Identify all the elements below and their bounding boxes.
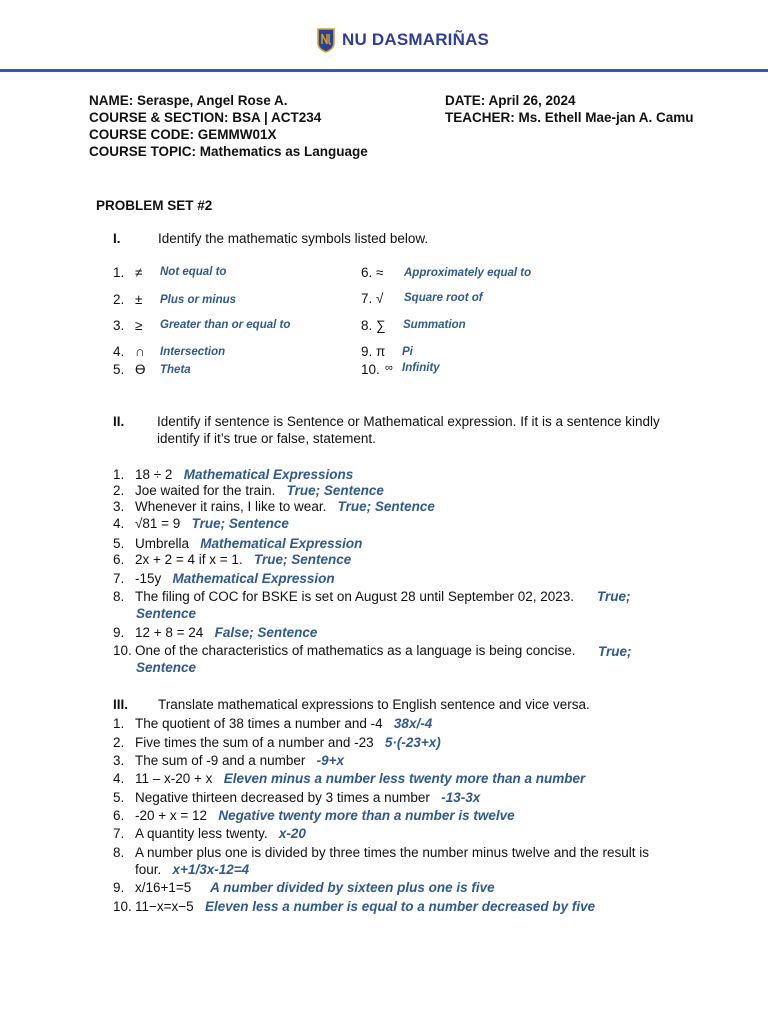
list-item <box>113 643 575 658</box>
s2-item-text: 2x + 2 = 4 if x = 1. <box>135 552 243 567</box>
list-item <box>113 808 515 823</box>
s1-item-symbol: ≈ <box>376 265 384 280</box>
s1-item-answer: Plus or minus <box>160 294 237 306</box>
s3-item-answer: Negative twenty more than a number is twelve <box>218 808 515 823</box>
s3-item-answer: x-20 <box>278 826 306 841</box>
section1-numeral: I. <box>113 231 121 246</box>
teacher: TEACHER: Ms. Ethell Mae-jan A. Camu <box>445 110 694 125</box>
s1-item-answer: Pi <box>402 346 413 358</box>
s1-item-num: 3. <box>113 318 125 333</box>
s2-item-num: 7. <box>113 571 125 586</box>
s1-item-num: 1. <box>113 265 125 280</box>
s1-item-answer: Infinity <box>402 362 440 374</box>
s2-item-answer: False; Sentence <box>214 625 318 640</box>
s3-item-text: -20 + x = 12 <box>135 808 208 823</box>
list-item <box>113 499 435 514</box>
s3-item-text: Negative thirteen decreased by 3 times a number <box>135 790 430 805</box>
s2-item-answer-cont: Sentence <box>136 660 197 675</box>
s2-item-num: 4. <box>113 516 125 531</box>
list-item <box>113 571 335 586</box>
s3-item-answer: -13-3x <box>441 790 481 805</box>
list-item <box>113 826 306 841</box>
s1-item-num: 10. <box>361 362 380 377</box>
s1-item-num: 4. <box>113 344 125 359</box>
course-code: COURSE CODE: GEMMW01X <box>89 127 277 142</box>
s1-item-num: 5. <box>113 362 125 377</box>
s1-item-answer: Greater than or equal to <box>160 319 291 331</box>
s2-item-num: 9. <box>113 625 125 640</box>
s2-item-answer: True; <box>597 589 631 604</box>
list-item <box>113 899 595 914</box>
s2-item-num: 1. <box>113 467 125 482</box>
student-name: NAME: Seraspe, Angel Rose A. <box>89 93 288 108</box>
s2-item-text: -15y <box>135 571 162 586</box>
list-item <box>113 735 441 750</box>
s3-item-answer: Eleven minus a number less twenty more than a number <box>223 771 586 786</box>
problem-set-title: PROBLEM SET #2 <box>96 198 213 213</box>
section2-instruction: Identify if sentence is Sentence or Mathematical expression. If it is a sentence kindly <box>157 414 660 429</box>
s2-item-num: 2. <box>113 483 125 498</box>
s3-item-answer: 38x/-4 <box>393 716 433 731</box>
s3-item-num: 1. <box>113 716 125 731</box>
s2-item-answer: Mathematical Expressions <box>183 467 354 482</box>
s2-item-answer-cont: Sentence <box>136 606 197 621</box>
s3-item-num: 5. <box>113 790 125 805</box>
s1-item-symbol: ∞ <box>385 362 393 374</box>
s2-item-text: Joe waited for the train. <box>135 483 276 498</box>
s1-item-symbol: ∑ <box>376 318 386 333</box>
s3-item-answer: 5·(-23+x) <box>384 735 441 750</box>
s2-item-text: The filing of COC for BSKE is set on August 28 until September 02, 2023. <box>135 589 574 604</box>
s3-item-num: 4. <box>113 771 125 786</box>
s1-item-num: 7. <box>361 291 373 306</box>
s2-item-num: 8. <box>113 589 125 604</box>
s2-item-text: 18 ÷ 2 <box>135 467 173 482</box>
s3-item-answer: x+1/3x-12=4 <box>172 862 250 877</box>
s3-item-num: 8. <box>113 845 125 860</box>
s2-item-num: 5. <box>113 536 125 551</box>
s1-item-answer: Not equal to <box>160 266 227 278</box>
s3-item-text: The sum of -9 and a number <box>135 753 306 768</box>
s3-item-answer: -9+x <box>316 753 345 768</box>
s2-item-answer: Mathematical Expression <box>200 536 363 551</box>
s2-item-num: 10. <box>113 643 132 658</box>
s2-item-text: One of the characteristics of mathematics as a language is being concise. <box>135 643 576 658</box>
header-divider <box>0 69 768 72</box>
list-item <box>113 880 495 895</box>
date: DATE: April 26, 2024 <box>445 93 576 108</box>
s2-item-answer: True; Sentence <box>191 516 289 531</box>
s1-item-symbol: √ <box>376 291 384 306</box>
section1-instruction: Identify the mathematic symbols listed below. <box>158 231 429 246</box>
list-item <box>113 483 384 498</box>
s1-item-answer: Square root of <box>404 292 483 304</box>
s1-item-num: 9. <box>361 344 373 359</box>
s1-item-symbol: ∩ <box>135 344 145 359</box>
s1-item-symbol: ± <box>135 292 143 307</box>
s3-item-text: 11−x=x−5 <box>135 899 194 914</box>
list-item <box>113 516 289 531</box>
s1-item-answer: Summation <box>403 319 466 331</box>
s2-item-answer: True; <box>598 644 632 659</box>
s2-item-answer: Mathematical Expression <box>172 571 335 586</box>
s2-item-text: √81 = 9 <box>135 516 181 531</box>
s2-item-num: 6. <box>113 552 125 567</box>
s2-item-answer: True; Sentence <box>337 499 435 514</box>
s3-item-answer: Eleven less a number is equal to a number decreased by five <box>204 899 596 914</box>
s2-item-num: 3. <box>113 499 125 514</box>
s1-item-answer: Theta <box>160 364 191 376</box>
s1-item-num: 8. <box>361 318 373 333</box>
s3-item-answer: A number divided by sixteen plus one is five <box>210 880 495 895</box>
list-item <box>113 771 585 786</box>
section2-instruction-cont: identify if it’s true or false, statement. <box>157 431 376 446</box>
section3-instruction: Translate mathematical expressions to English sentence and vice versa. <box>158 697 590 712</box>
course-topic: COURSE TOPIC: Mathematics as Language <box>89 144 368 159</box>
s3-item-text: Five times the sum of a number and -23 <box>135 735 374 750</box>
list-item-cont <box>135 862 249 877</box>
logo-text: NU DASMARIÑAS <box>342 30 490 49</box>
s1-item-answer: Intersection <box>160 346 226 358</box>
s2-item-answer: True; Sentence <box>253 552 352 567</box>
s1-item-symbol: ϴ <box>135 362 146 377</box>
s1-item-symbol: ≠ <box>135 265 143 280</box>
s2-item-text: Whenever it rains, I like to wear. <box>135 499 327 514</box>
list-item <box>113 790 480 805</box>
s3-item-num: 3. <box>113 753 125 768</box>
course-section: COURSE & SECTION: BSA | ACT234 <box>89 110 322 125</box>
s3-item-text-cont: four. <box>135 862 162 877</box>
logo <box>316 26 489 54</box>
list-item <box>113 536 362 551</box>
s1-item-num: 2. <box>113 292 125 307</box>
list-item <box>113 589 574 604</box>
s3-item-text: The quotient of 38 times a number and -4 <box>135 716 383 731</box>
s3-item-text: x/16+1=5 <box>135 880 192 895</box>
s3-item-num: 7. <box>113 826 125 841</box>
s1-item-num: 6. <box>361 265 373 280</box>
s2-item-text: Umbrella <box>135 536 190 551</box>
s3-item-num: 6. <box>113 808 125 823</box>
s3-item-text: 11 – x-20 + x <box>135 771 213 786</box>
nu-shield-icon <box>316 27 336 53</box>
s1-item-answer: Approximately equal to <box>404 267 532 279</box>
section3-numeral: III. <box>113 697 129 712</box>
s3-item-text: A number plus one is divided by three times the number minus twelve and the result is <box>135 845 650 860</box>
s1-item-symbol: ≥ <box>135 318 143 333</box>
s3-item-num: 2. <box>113 735 125 750</box>
list-item <box>113 845 649 860</box>
s2-item-text: 12 + 8 = 24 <box>135 625 204 640</box>
list-item <box>113 467 353 482</box>
s3-item-num: 10. <box>113 899 132 914</box>
list-item <box>113 625 317 640</box>
s1-item-symbol: π <box>376 344 386 359</box>
s3-item-text: A quantity less twenty. <box>135 826 268 841</box>
list-item <box>113 552 351 567</box>
section2-numeral: II. <box>113 414 125 429</box>
s3-item-num: 9. <box>113 880 125 895</box>
s2-item-answer: True; Sentence <box>286 483 384 498</box>
list-item <box>113 753 344 768</box>
list-item <box>113 716 432 731</box>
